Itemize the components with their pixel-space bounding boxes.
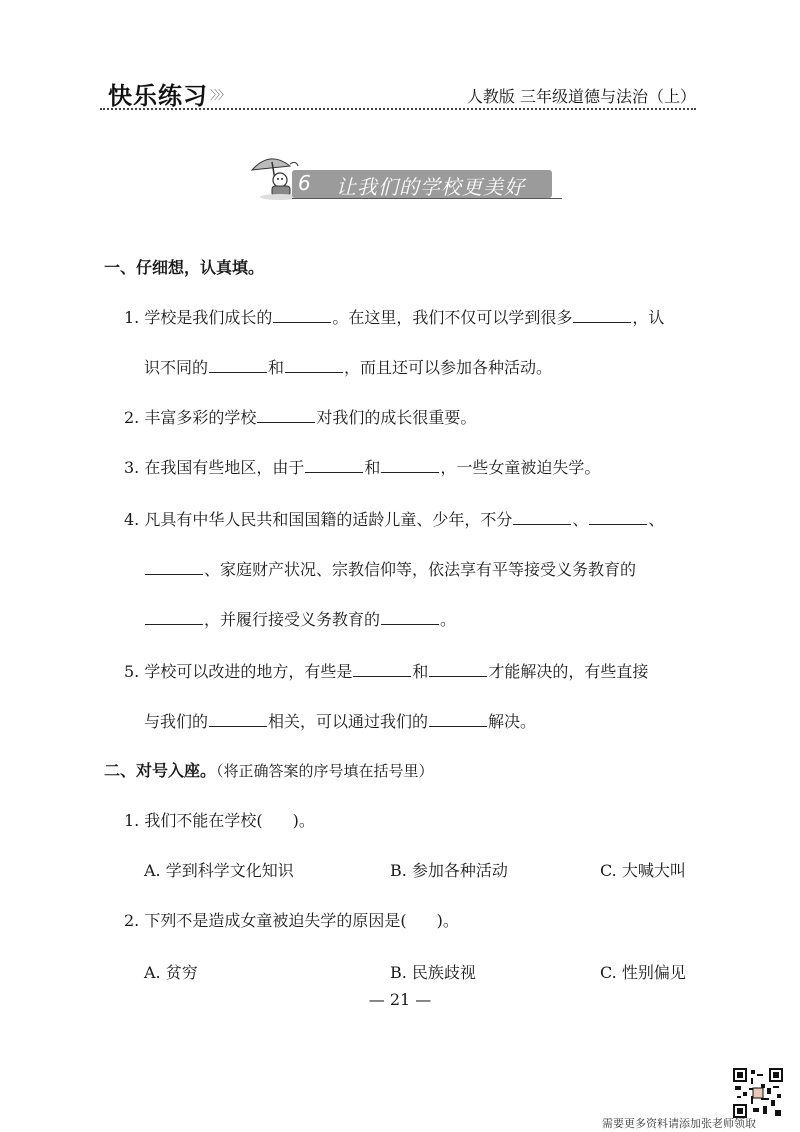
mc2-option-c: C. 性别偏见 — [600, 963, 686, 982]
q5-text-e: 相关，可以通过我们的 — [268, 712, 429, 731]
q5-text-d: 与我们的 — [144, 712, 209, 731]
header-divider — [100, 108, 696, 110]
q2-text-b: 对我们的成长很重要。 — [316, 408, 477, 427]
mc-question-1 — [124, 808, 315, 831]
q4-text-f: 。 — [440, 610, 457, 629]
chevron-decoration-icon: 〉〉〉 — [210, 88, 229, 102]
mc2-stem-b: )。 — [436, 911, 459, 930]
q4-text-d: 、家庭财产状况、宗教信仰等，依法享有平等接受义务教育的 — [204, 560, 637, 579]
lesson-title: 让我们的学校更美好 — [336, 175, 525, 199]
q5-blank-3[interactable] — [209, 712, 267, 727]
mc2-option-b: B. 民族歧视 — [390, 963, 476, 982]
mc1-option-b: B. 参加各种活动 — [390, 861, 508, 880]
mc2-option-a: A. 贫穷 — [144, 963, 198, 982]
section-2-note: （将正确答案的序号填在括号里） — [216, 762, 434, 780]
q4-text-e: ，并履行接受义务教育的 — [204, 610, 381, 629]
q5-blank-2[interactable] — [429, 662, 487, 677]
q1-blank-1[interactable] — [273, 308, 331, 323]
mc1-stem-a: 1. 我们不能在学校( — [124, 811, 263, 830]
question-5-line-2 — [144, 709, 536, 732]
question-4-line-1 — [124, 507, 664, 530]
q4-blank-5[interactable] — [381, 610, 439, 625]
q4-text-a: 4. 凡具有中华人民共和国国籍的适龄儿童、少年，不分 — [124, 510, 513, 529]
q3-text-a: 3. 在我国有些地区，由于 — [124, 458, 305, 477]
question-4-line-2 — [144, 557, 636, 580]
q4-text-c: 、 — [648, 510, 665, 529]
q3-blank-1[interactable] — [305, 458, 363, 473]
q5-blank-1[interactable] — [353, 662, 411, 677]
lesson-banner — [292, 168, 562, 202]
section-2-title — [104, 758, 434, 781]
mc1-option-c: C. 大喊大叫 — [600, 861, 686, 880]
header-subtitle: 人教版 三年级道德与法治（上） — [466, 87, 696, 106]
q5-text-f: 解决。 — [488, 712, 537, 731]
q5-text-c: 才能解决的，有些直接 — [488, 662, 649, 681]
q1-blank-3[interactable] — [209, 358, 267, 373]
section-2-title-text: 二、对号入座。 — [104, 761, 217, 780]
q1-text-e: 和 — [268, 358, 285, 377]
q1-text-f: ，而且还可以参加各种活动。 — [344, 358, 553, 377]
mc-question-2 — [124, 908, 459, 931]
q2-blank-1[interactable] — [257, 408, 315, 423]
mc2-stem-a: 2. 下列不是造成女童被迫失学的原因是( — [124, 911, 407, 930]
question-2 — [124, 405, 476, 428]
q5-blank-4[interactable] — [429, 712, 487, 727]
q3-blank-2[interactable] — [381, 458, 439, 473]
q4-text-b: 、 — [572, 510, 589, 529]
q2-text-a: 2. 丰富多彩的学校 — [124, 408, 257, 427]
q1-text-c: ，认 — [632, 308, 665, 327]
footer-note: 需要更多资料请添加张老师领取 — [602, 1117, 756, 1130]
lesson-number: 6 — [298, 171, 311, 195]
q5-text-b: 和 — [412, 662, 429, 681]
question-5-line-1 — [124, 659, 648, 682]
question-3 — [124, 455, 600, 478]
question-1-line-1 — [124, 305, 664, 328]
section-1-title: 一、仔细想，认真填。 — [104, 258, 265, 277]
q1-blank-2[interactable] — [573, 308, 631, 323]
mc1-stem-b: )。 — [292, 811, 315, 830]
q1-text-a: 1. 学校是我们成长的 — [124, 308, 273, 327]
q1-text-d: 识不同的 — [144, 358, 209, 377]
q1-text-b: 。在这里，我们不仅可以学到很多 — [332, 308, 573, 327]
mc1-option-a: A. 学到科学文化知识 — [144, 861, 294, 880]
q3-text-b: 和 — [364, 458, 381, 477]
q1-blank-4[interactable] — [285, 358, 343, 373]
header-brand: 快乐练习 — [108, 82, 208, 110]
question-4-line-3 — [144, 607, 456, 630]
question-1-line-2 — [144, 355, 552, 378]
q3-text-c: ，一些女童被迫失学。 — [440, 458, 601, 477]
qr-code-icon[interactable] — [733, 1068, 783, 1118]
q4-blank-2[interactable] — [589, 510, 647, 525]
q5-text-a: 5. 学校可以改进的地方，有些是 — [124, 662, 353, 681]
page-number: — 21 — — [368, 990, 432, 1009]
q4-blank-1[interactable] — [513, 510, 571, 525]
q4-blank-4[interactable] — [145, 610, 203, 625]
q4-blank-3[interactable] — [145, 560, 203, 575]
